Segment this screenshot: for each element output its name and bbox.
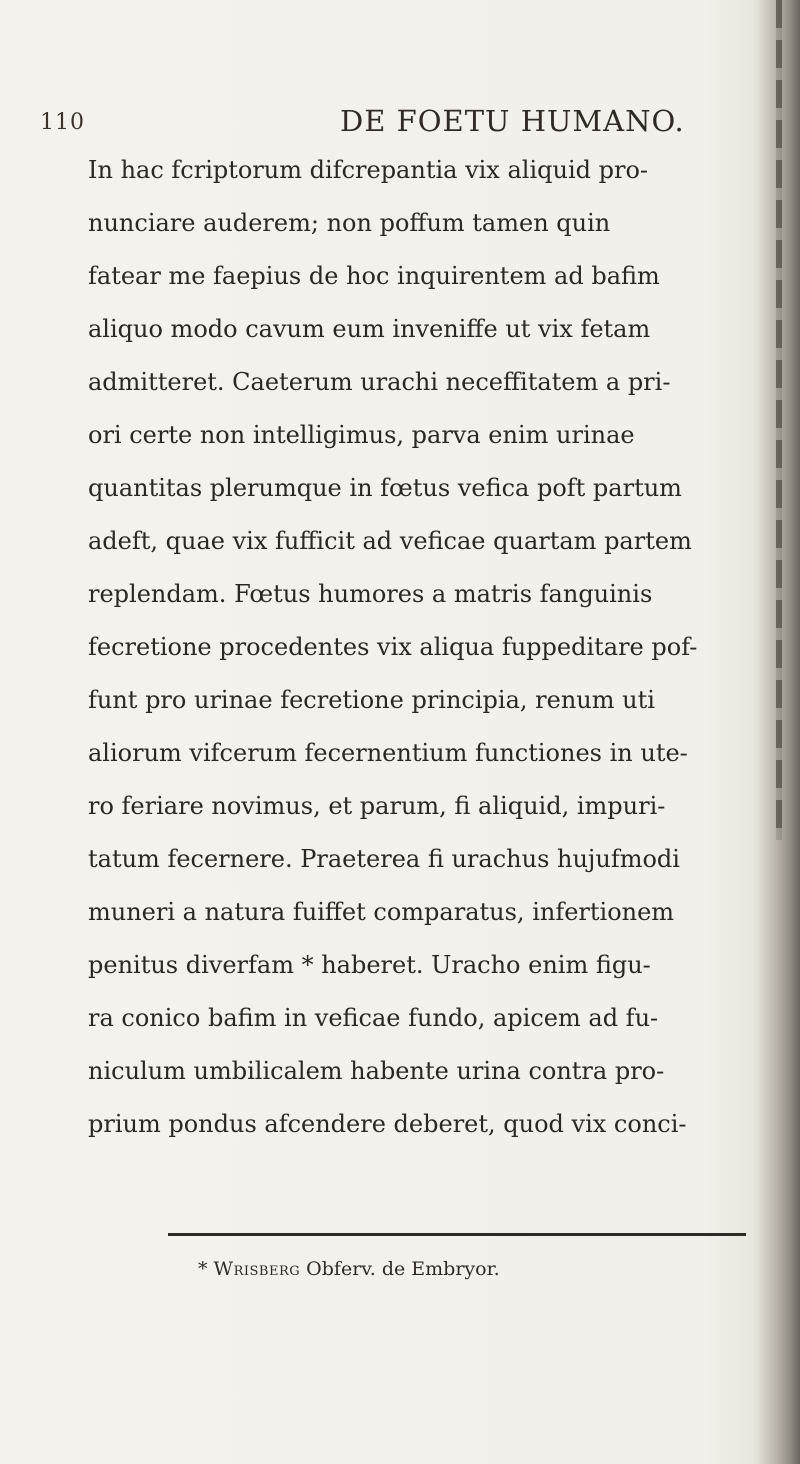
text-line: quantitas plerumque in fœtus vefica poft partum	[88, 474, 682, 502]
footnote-rule	[168, 1233, 746, 1236]
text-line: aliquo modo cavum eum inveniffe ut vix fetam	[88, 315, 651, 343]
text-line: ra conico bafim in veficae fundo, apicem ad fu-	[88, 1004, 659, 1032]
text-line: penitus diverfam * haberet. Uracho enim figu-	[88, 951, 651, 979]
text-line: funt pro urinae fecretione principia, renum uti	[88, 686, 655, 714]
page-number: 110	[40, 110, 85, 135]
footnote-author: Wrisberg	[213, 1258, 301, 1280]
text-line: fecretione procedentes vix aliqua fuppeditare pof-	[88, 633, 698, 661]
text-line: muneri a natura fuiffet comparatus, infertionem	[88, 898, 675, 926]
body-paragraph	[88, 144, 768, 1151]
footnote-text: Obferv. de Embryor.	[306, 1258, 500, 1280]
binding-edge	[776, 0, 782, 840]
footnote-marker: *	[198, 1258, 208, 1280]
text-line: prium pondus afcendere deberet, quod vix conci-	[88, 1110, 687, 1138]
text-line: aliorum vifcerum fecernentium functiones in ute-	[88, 739, 688, 767]
page-header	[40, 104, 750, 144]
text-line: admitteret. Caeterum urachi neceffitatem a pri-	[88, 368, 671, 396]
text-line: adeft, quae vix fufficit ad veficae quartam partem	[88, 527, 692, 555]
text-line: ro feriare novimus, et parum, fi aliquid, impuri-	[88, 792, 666, 820]
running-title: DE FOETU HUMANO.	[340, 104, 685, 138]
text-line: ori certe non intelligimus, parva enim urinae	[88, 421, 635, 449]
text-line: replendam. Fœtus humores a matris fanguinis	[88, 580, 653, 608]
text-line: tatum fecernere. Praeterea fi urachus hujufmodi	[88, 845, 680, 873]
text-line: nunciare auderem; non poffum tamen quin	[88, 209, 611, 237]
footnote	[198, 1258, 500, 1280]
text-line: In hac fcriptorum difcrepantia vix aliquid pro-	[88, 156, 649, 184]
text-line: fatear me faepius de hoc inquirentem ad bafim	[88, 262, 660, 290]
text-line: niculum umbilicalem habente urina contra pro-	[88, 1057, 665, 1085]
